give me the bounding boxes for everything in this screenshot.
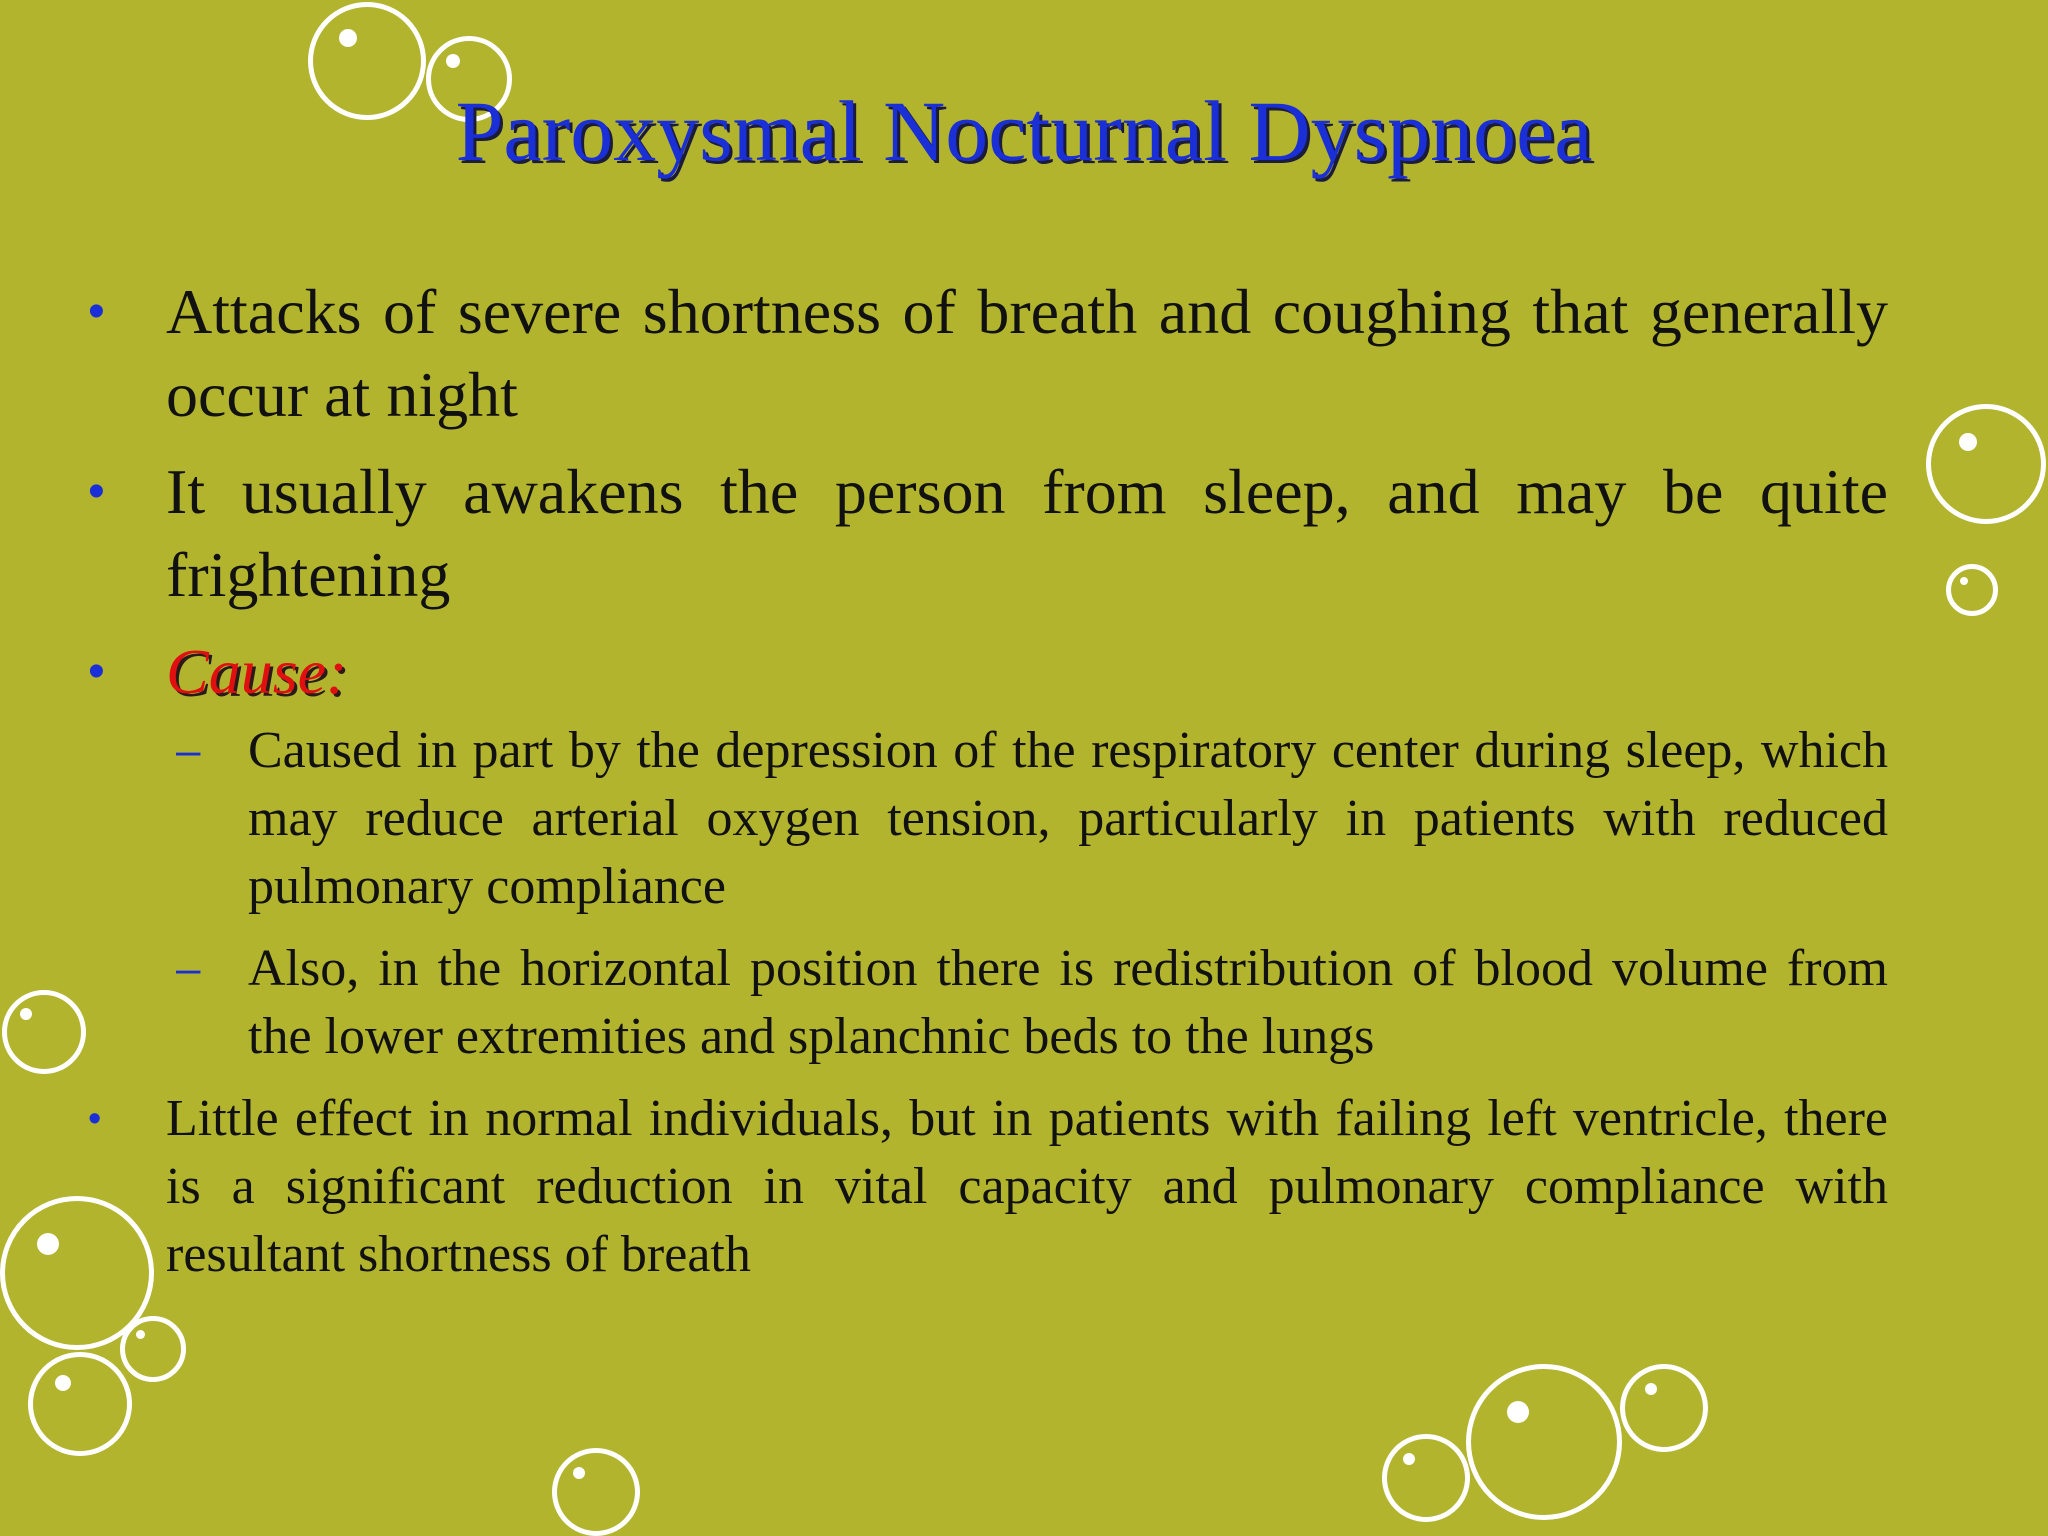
bubble-icon [120, 1316, 186, 1382]
bubble-icon [1466, 1364, 1622, 1520]
bullet-item [88, 270, 1888, 436]
dash-icon: – [176, 726, 201, 775]
bullet-text: Little effect in normal individuals, but in patients with failing left ventricle, there is a significant reduction in vital capacity and pulmonary compliance with resultant shortness of breath [166, 1090, 1888, 1283]
slide-title: Paroxysmal Nocturnal Dyspnoea [455, 83, 1593, 179]
bubble-icon [1926, 404, 2046, 524]
bubble-icon [2, 990, 86, 1074]
bubble-icon [28, 1352, 132, 1456]
bubble-icon [1382, 1434, 1470, 1522]
bullet-icon: • [88, 285, 105, 338]
bullet-item [88, 450, 1888, 616]
bullet-item [88, 1085, 1888, 1289]
dash-icon: – [176, 944, 201, 993]
bubble-icon [552, 1448, 640, 1536]
bullet-text: It usually awakens the person from sleep, and may be quite frightening [166, 456, 1888, 610]
bullet-icon: • [88, 645, 105, 698]
slide-body [88, 270, 1888, 1303]
sub-bullet-text: Caused in part by the depression of the respiratory center during sleep, which may reduce arterial oxygen tension, particularly in patients with reduced pulmonary compliance [248, 722, 1888, 915]
sub-bullet-item [176, 935, 1888, 1071]
bullet-item [88, 630, 1888, 713]
sub-bullet-item [176, 717, 1888, 921]
bubble-icon [1620, 1364, 1708, 1452]
bubble-icon [1946, 564, 1998, 616]
bullet-icon: • [88, 1098, 102, 1140]
sub-bullet-text: Also, in the horizontal position there is redistribution of blood volume from the lower extremities and splanchnic beds to the lungs [248, 940, 1888, 1065]
cause-heading: Cause: [166, 636, 348, 707]
bullet-text: Attacks of severe shortness of breath and coughing that generally occur at night [166, 276, 1888, 430]
bullet-icon: • [88, 465, 105, 518]
